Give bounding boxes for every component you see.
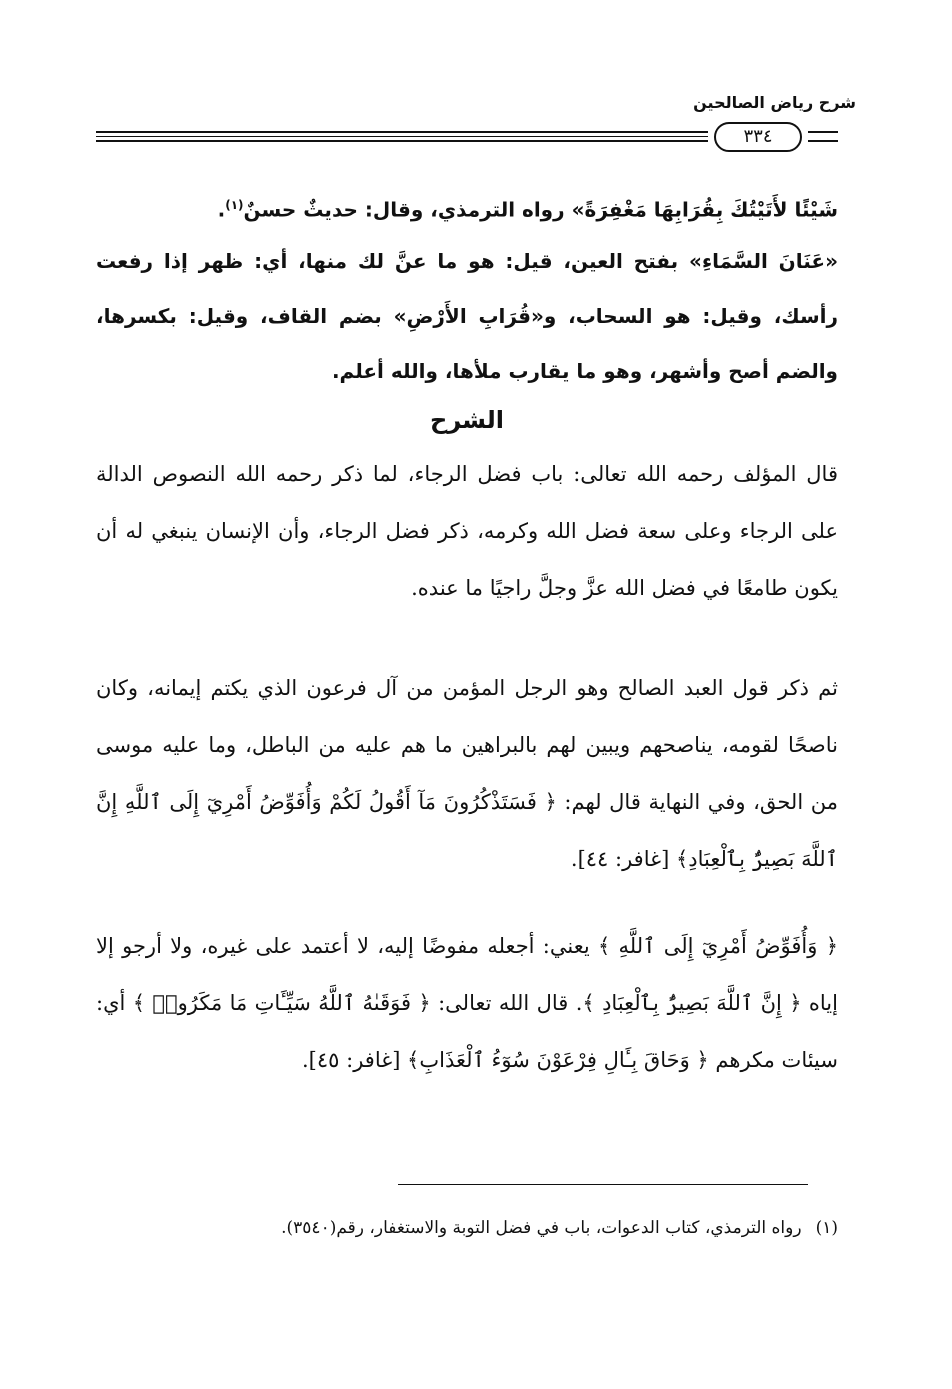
header-rule-line [808, 140, 838, 142]
intro-line-text: شَيْئًا لأَتَيْتُكَ بِقُرَابِهَا مَغْفِرَةً» رواه الترمذي، وقال: حديثٌ حسنٌ [243, 197, 838, 222]
footnote-text: رواه الترمذي، كتاب الدعوات، باب في فضل التوبة والاستغفار، رقم(٣٥٤٠). [281, 1218, 802, 1238]
commentary-paragraph-3: ﴿ وَأُفَوِّضُ أَمْرِيٓ إِلَى ٱللَّهِ ﴾ يعني: أجعله مفوضًا إليه، لا أعتمد على غيره، ولا أرجو إلا إياه ﴿ إِنَّ ٱللَّهَ بَصِيرٌۢ بِٱلْعِبَادِ ﴾. قال الله تعالى: ﴿ فَوَقَىٰهُ ٱللَّهُ سَيِّـَٔاتِ مَا مَكَرُوا۟ ﴾ أي: سيئات مكرهم ﴿ وَحَاقَ بِـَٔالِ فِرْعَوْنَ سُوٓءُ ٱلْعَذَابِ﴾ [غافر: ٤٥]. [96, 934, 838, 1072]
footnote [96, 1214, 838, 1242]
footnote-ref: (١) [225, 198, 244, 212]
header-rule-line [96, 140, 708, 142]
header-rule-line [96, 131, 708, 133]
intro-line-end: . [217, 197, 226, 222]
header-rule-line [96, 136, 708, 137]
footnote-number: (١) [815, 1218, 838, 1238]
header-rule-line [808, 131, 838, 133]
intro-line [96, 178, 838, 238]
running-title: شرح رياض الصالحين [693, 93, 856, 112]
header-rule [96, 118, 838, 158]
intro-explanation: «عَنَانَ السَّمَاءِ» بفتح العين، قيل: هو ما عنَّ لك منها، أي: ظهر إذا رفعت رأسك، وقيل: هو السحاب، و«قُرَابِ الأَرْضِ» بضم القاف، وقيل: بكسرها، والضم أصح وأشهر، وهو ما يقارب ملأها، والله أعلم. [96, 249, 838, 383]
commentary-paragraph-1: قال المؤلف رحمه الله تعالى: باب فضل الرجاء، لما ذكر رحمه الله النصوص الدالة على الرجاء وعلى سعة فضل الله وكرمه، ذكر فضل الرجاء، وأن الإنسان ينبغي له أن يكون طامعًا في فضل الله عزَّ وجلَّ راجيًا ما عنده. [96, 462, 838, 600]
commentary-paragraph-2: ثم ذكر قول العبد الصالح وهو الرجل المؤمن من آل فرعون الذي يكتم إيمانه، وكان ناصحًا لقومه، يناصحهم ويبين لهم بالبراهين ما هم عليه من الباطل، وما عليه موسى من الحق، وفي النهاية قال لهم: ﴿ فَسَتَذْكُرُونَ مَآ أَقُولُ لَكُمْ وَأُفَوِّضُ أَمْرِيٓ إِلَى ٱللَّهِ إِنَّ ٱللَّهَ بَصِيرٌۢ بِٱلْعِبَادِ﴾ [غافر: ٤٤]. [96, 676, 838, 871]
footnote-separator [398, 1184, 808, 1185]
page-number: ٣٣٤ [714, 122, 802, 152]
section-heading: الشرح [430, 406, 504, 434]
